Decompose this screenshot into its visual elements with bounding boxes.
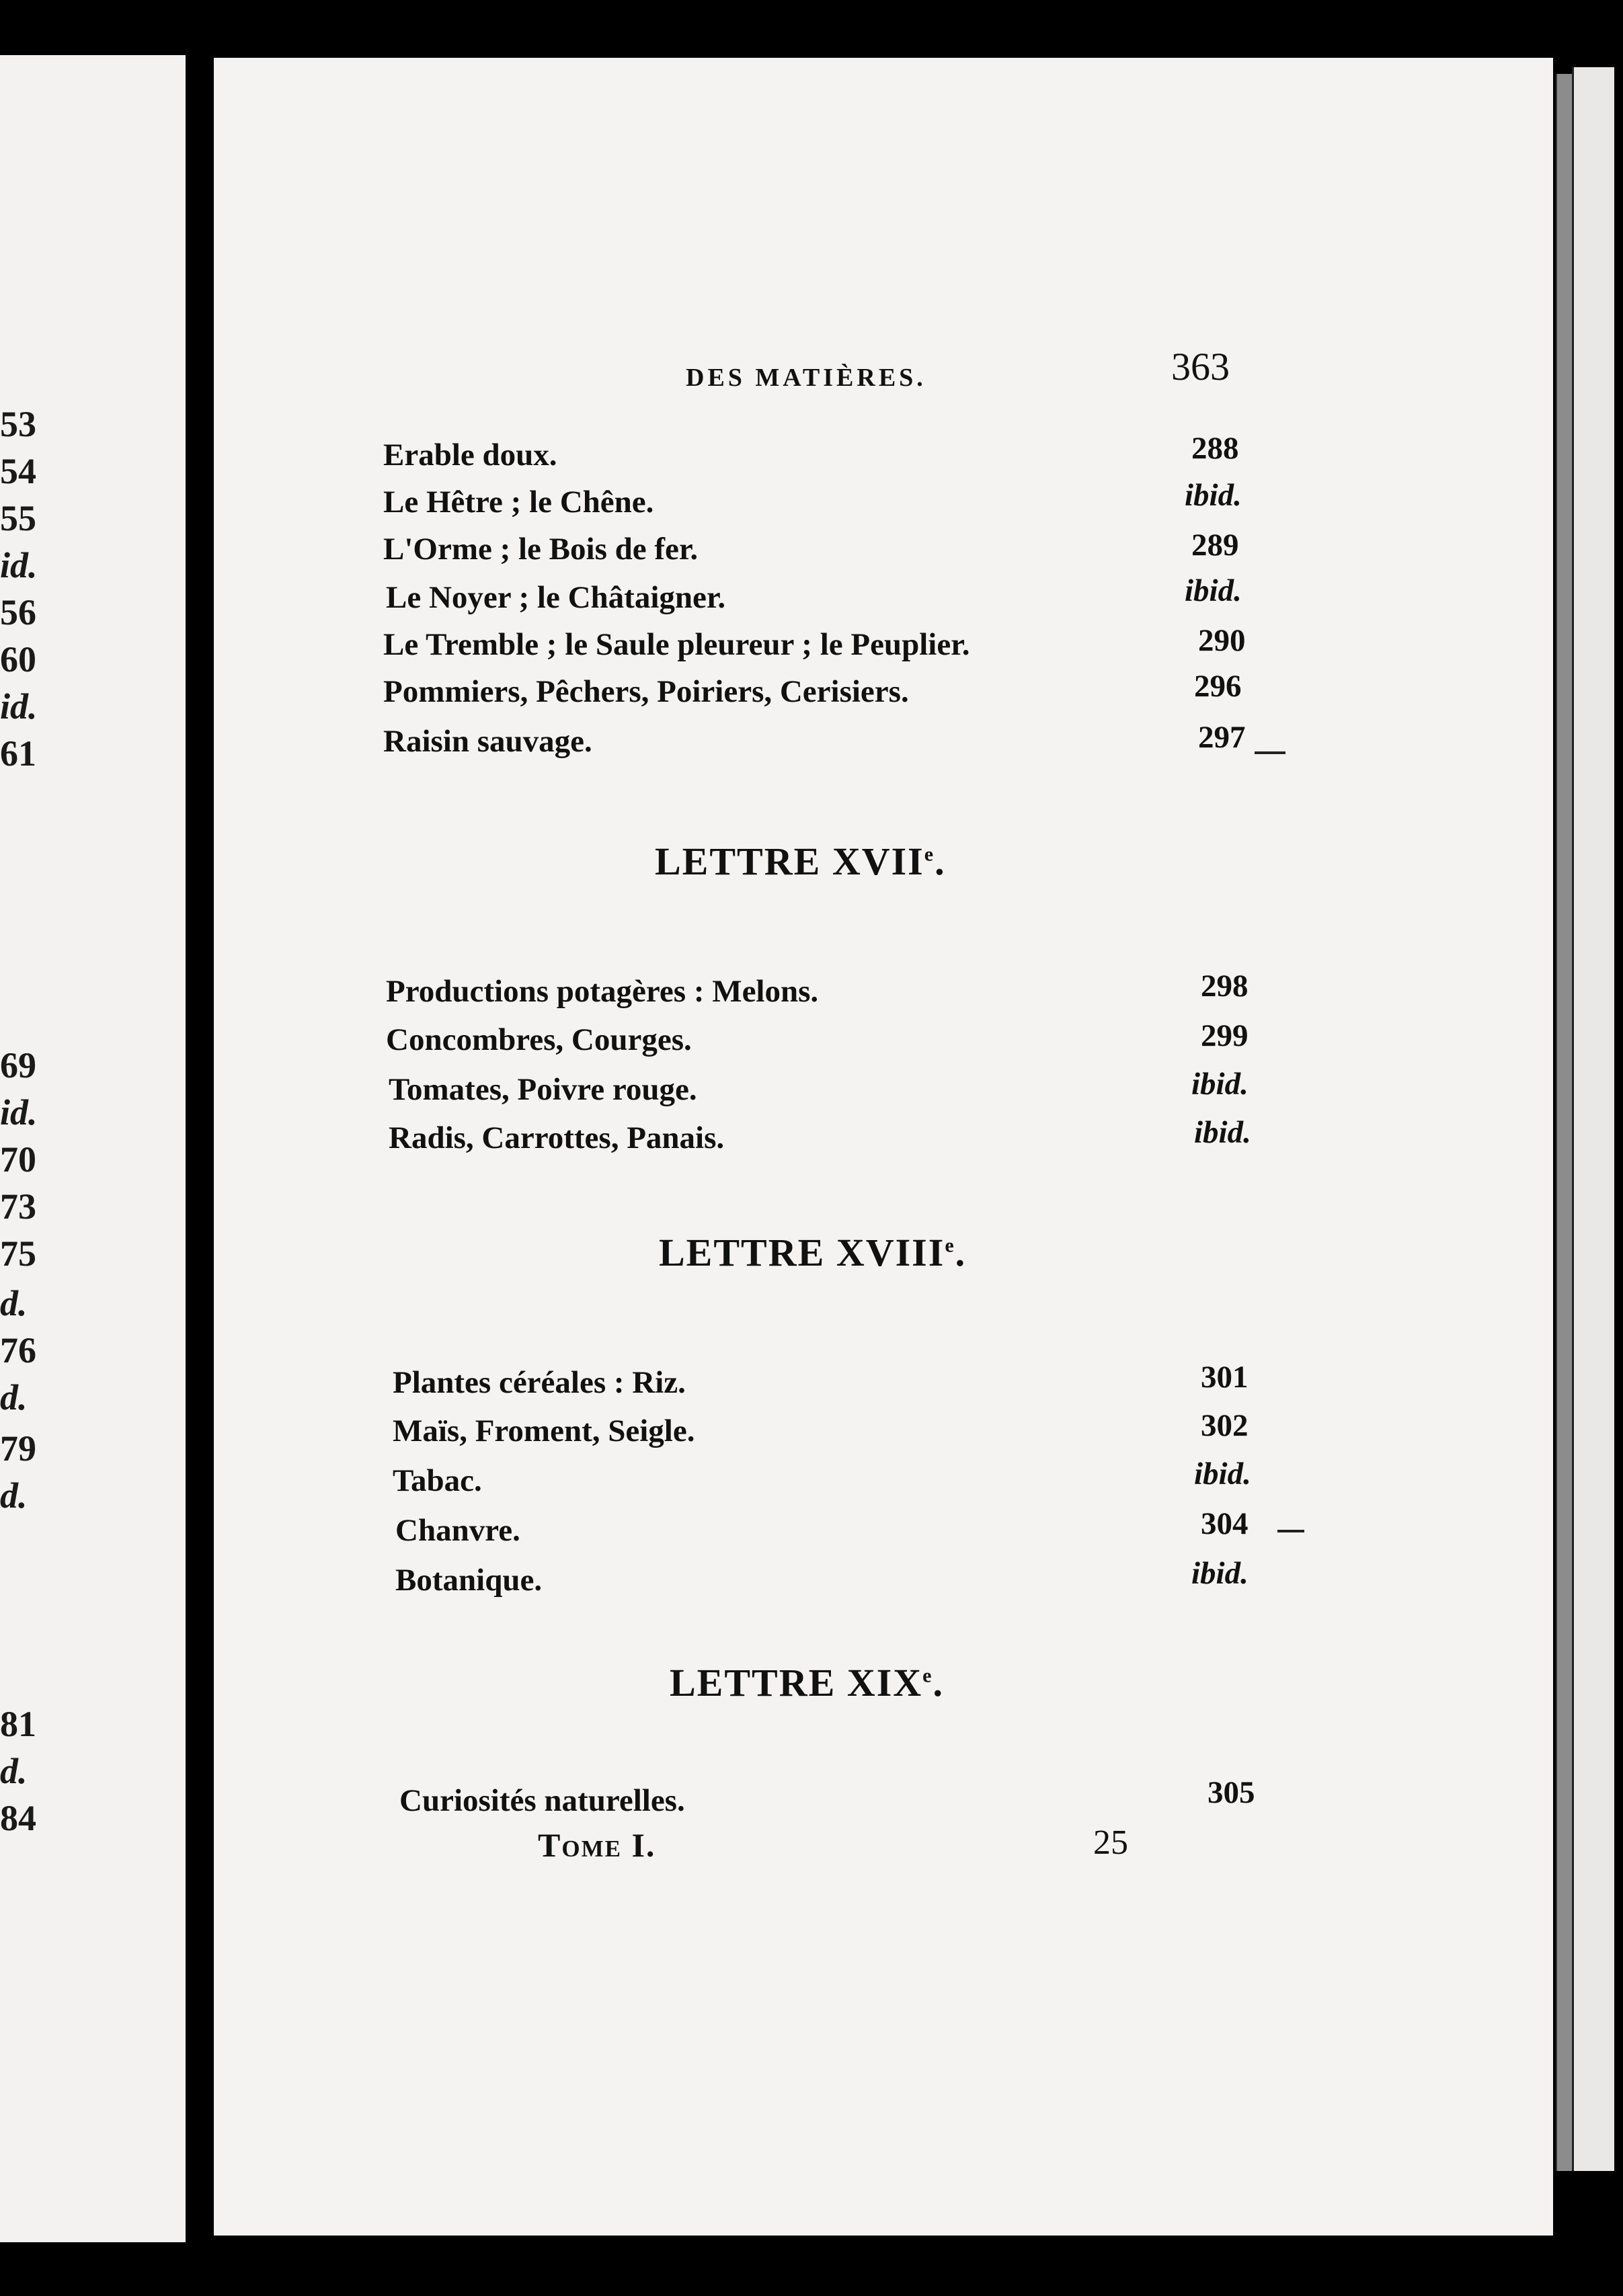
stray-mark <box>1255 751 1285 754</box>
toc-entry-text: Le Noyer ; le Châtaigner. <box>386 580 726 615</box>
left-margin-number: id. <box>0 1092 38 1133</box>
toc-entry-page: ibid. <box>1194 1457 1251 1491</box>
toc-entry-page: 297 <box>1198 720 1246 755</box>
toc-entry-text: Tomates, Poivre rouge. <box>389 1072 697 1107</box>
left-margin-number: 79 <box>0 1428 36 1469</box>
toc-entry-page: ibid. <box>1191 1556 1249 1591</box>
left-margin-number: 76 <box>0 1330 36 1370</box>
toc-entry-text: Radis, Carrottes, Panais. <box>389 1120 725 1155</box>
left-margin-number: 70 <box>0 1139 36 1180</box>
left-margin-number: id. <box>0 545 38 585</box>
running-head-title: DES MATIÈRES. <box>686 364 926 392</box>
toc-entry-page: 288 <box>1191 431 1239 466</box>
left-margin-number: 56 <box>0 592 36 632</box>
toc-entry-text: Tabac. <box>393 1463 482 1498</box>
left-margin-number: 69 <box>0 1045 36 1085</box>
toc-entry-page: 301 <box>1201 1360 1249 1395</box>
left-margin-number: 73 <box>0 1186 36 1227</box>
volume-signature: Tome I. <box>538 1826 656 1864</box>
section-heading: LETTRE XIXe. <box>670 1661 944 1705</box>
toc-entry-page: 296 <box>1194 669 1242 704</box>
left-margin-number: 55 <box>0 498 36 538</box>
toc-entry-page: 290 <box>1198 623 1246 658</box>
left-margin-number: d. <box>0 1377 28 1418</box>
toc-entry-page: ibid. <box>1191 1067 1249 1102</box>
toc-entry-text: Le Hêtre ; le Chêne. <box>383 485 654 520</box>
left-page-fragment <box>0 55 186 2242</box>
toc-entry-text: Productions potagères : Melons. <box>386 974 819 1009</box>
toc-entry-text: Plantes céréales : Riz. <box>393 1365 686 1400</box>
left-margin-number: 84 <box>0 1798 36 1838</box>
left-margin-number: 54 <box>0 451 36 491</box>
toc-entry-page: 305 <box>1208 1775 1255 1810</box>
toc-entry-page: 304 <box>1201 1506 1249 1541</box>
stray-mark <box>1277 1530 1304 1532</box>
page-edge-shadow <box>1556 74 1573 2171</box>
section-heading: LETTRE XVIIe. <box>655 839 946 883</box>
left-margin-number: 61 <box>0 733 36 774</box>
left-margin-number: id. <box>0 686 38 727</box>
left-margin-number: d. <box>0 1283 28 1323</box>
toc-entry-page: 299 <box>1201 1018 1249 1053</box>
toc-entry-text: Erable doux. <box>383 438 557 473</box>
left-margin-number: d. <box>0 1751 28 1791</box>
toc-entry-text: L'Orme ; le Bois de fer. <box>383 532 699 567</box>
toc-entry-text: Botanique. <box>395 1563 543 1598</box>
toc-entry-page: 298 <box>1201 969 1249 1003</box>
left-margin-number: 60 <box>0 639 36 680</box>
toc-entry-page: ibid. <box>1185 573 1242 608</box>
section-heading: LETTRE XVIIIe. <box>659 1231 967 1274</box>
toc-entry-text: Concombres, Courges. <box>386 1022 692 1057</box>
toc-entry-page: ibid. <box>1185 478 1242 513</box>
book-gutter <box>186 40 214 2258</box>
toc-entry-text: Raisin sauvage. <box>383 724 592 759</box>
page-number: 363 <box>1171 345 1230 388</box>
toc-entry-text: Pommiers, Pêchers, Poiriers, Cerisiers. <box>383 674 909 709</box>
toc-entry-text: Curiosités naturelles. <box>399 1783 685 1818</box>
toc-entry-text: Le Tremble ; le Saule pleureur ; le Peuplier. <box>383 627 970 662</box>
toc-entry-page: ibid. <box>1194 1115 1251 1150</box>
toc-entry-page: 289 <box>1191 528 1239 563</box>
toc-entry-page: 302 <box>1201 1408 1249 1443</box>
toc-entry-text: Maïs, Froment, Seigle. <box>393 1413 695 1448</box>
left-margin-number: 81 <box>0 1704 36 1744</box>
page-edge-stack <box>1572 67 1614 2171</box>
left-margin-number: 75 <box>0 1233 36 1274</box>
gathering-signature: 25 <box>1093 1823 1128 1862</box>
toc-entry-text: Chanvre. <box>395 1513 520 1548</box>
left-margin-number: d. <box>0 1475 28 1516</box>
left-margin-number: 53 <box>0 404 36 444</box>
